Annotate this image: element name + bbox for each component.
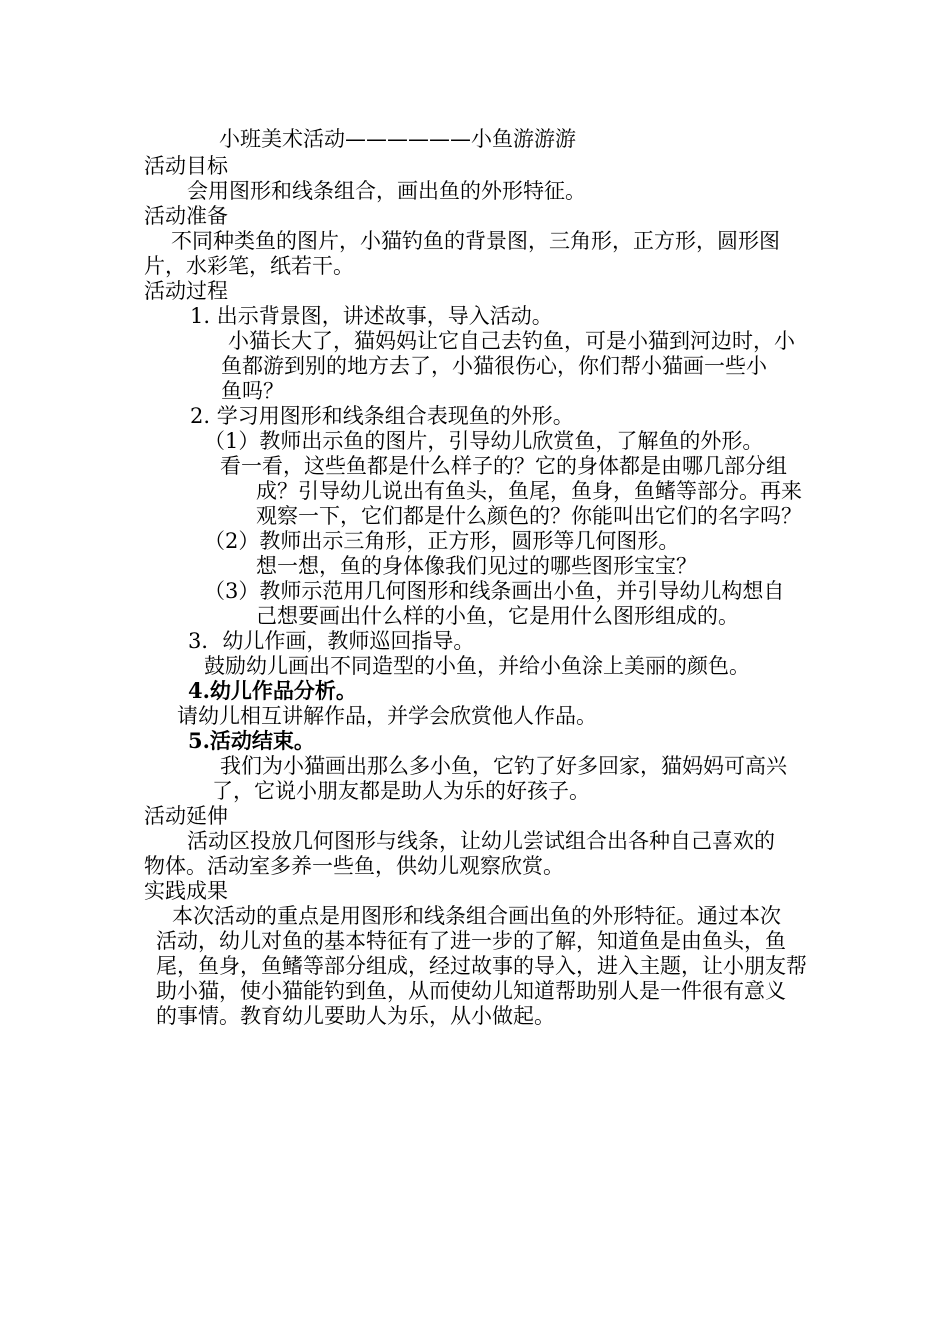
result-line: 尾，鱼身，鱼鳍等部分组成，经过故事的导入，进入主题，让小朋友帮 — [156, 954, 807, 978]
extension-line: 活动区投放几何图形与线条，让幼儿尝试组合出各种自己喜欢的 — [187, 829, 775, 853]
prep-line: 片，水彩笔，纸若干。 — [144, 254, 354, 278]
heading-extension: 活动延伸 — [144, 804, 228, 828]
step2-title: 2. 学习用图形和线条组合表现鱼的外形。 — [190, 404, 574, 428]
heading-process: 活动过程 — [144, 279, 228, 303]
step3-line: 鼓励幼儿画出不同造型的小鱼，并给小鱼涂上美丽的颜色。 — [204, 654, 750, 678]
step2-sub2: （2）教师出示三角形，正方形，圆形等几何图形。 — [204, 529, 680, 553]
step5-line: 了，它说小朋友都是助人为乐的好孩子。 — [212, 779, 590, 803]
result-line: 的事情。教育幼儿要助人为乐，从小做起。 — [156, 1004, 555, 1028]
step2-sub1-line: 成？引导幼儿说出有鱼头，鱼尾，鱼身，鱼鳍等部分。再来 — [256, 479, 802, 503]
result-line: 助小猫，使小猫能钓到鱼，从而使幼儿知道帮助别人是一件很有意义 — [156, 979, 786, 1003]
step4-line: 请幼儿相互讲解作品，并学会欣赏他人作品。 — [177, 704, 597, 728]
step1-line: 鱼都游到别的地方去了，小猫很伤心，你们帮小猫画一些小 — [221, 354, 767, 378]
heading-result: 实践成果 — [144, 879, 228, 903]
step1-line: 小猫长大了，猫妈妈让它自己去钓鱼，可是小猫到河边时，小 — [228, 329, 795, 353]
step5-line: 我们为小猫画出那么多小鱼，它钓了好多回家，猫妈妈可高兴 — [220, 754, 787, 778]
prep-line: 不同种类鱼的图片，小猫钓鱼的背景图，三角形，正方形，圆形图 — [171, 229, 780, 253]
step2-sub1-line: 看一看，这些鱼都是什么样子的？它的身体都是由哪几部分组 — [220, 454, 787, 478]
heading-prep: 活动准备 — [144, 204, 228, 228]
step3-title: 3．幼儿作画，教师巡回指导。 — [188, 629, 475, 653]
step2-sub2-line: 想一想，鱼的身体像我们见过的哪些图形宝宝？ — [256, 554, 697, 578]
step5-title: 5.活动结束。 — [188, 728, 315, 753]
step2-sub1: （1）教师出示鱼的图片，引导幼儿欣赏鱼，了解鱼的外形。 — [204, 429, 764, 453]
result-line: 本次活动的重点是用图形和线条组合画出鱼的外形特征。通过本次 — [172, 904, 781, 928]
result-line: 活动，幼儿对鱼的基本特征有了进一步的了解，知道鱼是由鱼头，鱼 — [156, 929, 786, 953]
step1-title: 1. 出示背景图，讲述故事，导入活动。 — [190, 304, 553, 328]
goal-line: 会用图形和线条组合，画出鱼的外形特征。 — [187, 179, 586, 203]
extension-line: 物体。活动室多养一些鱼，供幼儿观察欣赏。 — [144, 854, 564, 878]
step2-sub1-line: 观察一下，它们都是什么颜色的？你能叫出它们的名字吗？ — [256, 504, 802, 528]
step4-title: 4.幼儿作品分析。 — [188, 678, 357, 703]
step2-sub3-line: 己想要画出什么样的小鱼，它是用什么图形组成的。 — [256, 604, 739, 628]
step2-sub3: （3）教师示范用几何图形和线条画出小鱼，并引导幼儿构想自 — [204, 579, 785, 603]
document-title: 小班美术活动——————小鱼游游游 — [219, 127, 576, 151]
heading-goal: 活动目标 — [144, 154, 228, 178]
step1-line: 鱼吗？ — [221, 379, 284, 403]
